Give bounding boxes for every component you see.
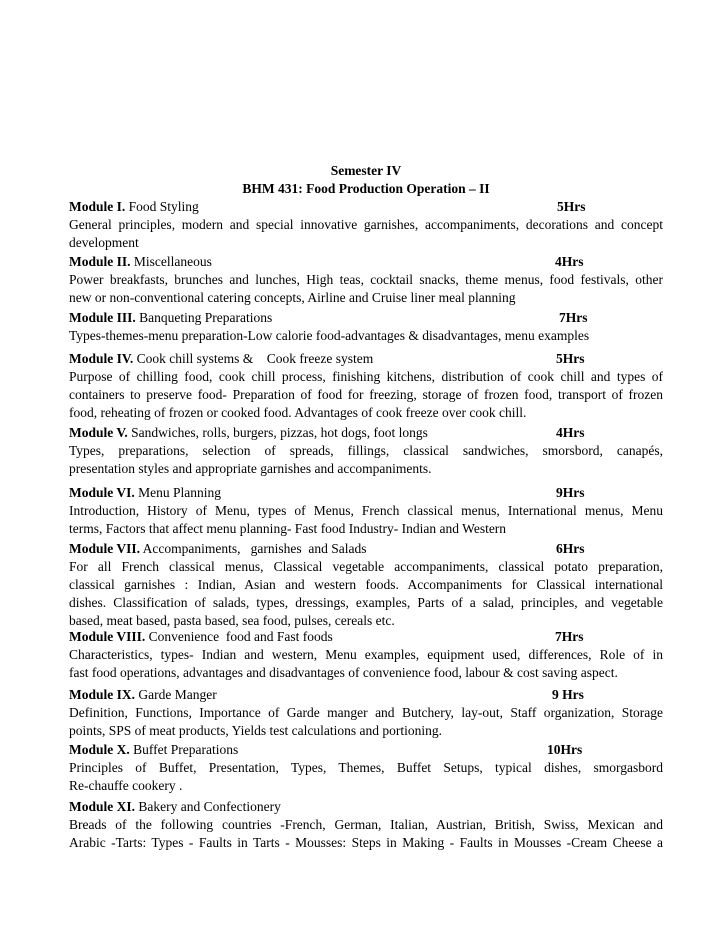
- module-heading: [69, 253, 663, 271]
- module-number: Module X.: [69, 742, 130, 757]
- module-title: Miscellaneous: [133, 254, 212, 269]
- description-line: Definition, Functions, Importance of Garde manger and Butchery, lay-out, Staff organization, Storage: [69, 705, 663, 720]
- module-section: [69, 484, 663, 538]
- module-heading: [69, 350, 663, 368]
- description-line: based, meat based, pasta based, sea food, pulses, cereals etc.: [69, 613, 395, 628]
- module-hours: 9Hrs: [556, 485, 585, 500]
- module-description: [69, 502, 663, 538]
- module-heading: [69, 798, 663, 816]
- module-number: Module V.: [69, 425, 128, 440]
- module-section: [69, 741, 663, 795]
- module-description: [69, 442, 663, 478]
- module-number: Module XI.: [69, 799, 136, 814]
- description-line: containers to preserve food- Preparation of food for freezing, storage of frozen food, transport of frozen: [69, 387, 663, 402]
- module-hours: 10Hrs: [547, 742, 583, 757]
- course-title: BHM 431: Food Production Operation – II: [242, 181, 490, 196]
- description-line: presentation styles and appropriate garnishes and accompaniments.: [69, 461, 432, 476]
- module-heading: [69, 309, 663, 327]
- module-hours: 4Hrs: [555, 254, 584, 269]
- description-line: Types-themes-menu preparation-Low calorie food-advantages & disadvantages, menu examples: [69, 328, 590, 343]
- module-section: [69, 628, 663, 682]
- module-description: [69, 216, 663, 252]
- module-heading: [69, 540, 663, 558]
- module-section: [69, 424, 663, 478]
- module-number: Module IX.: [69, 687, 136, 702]
- module-description: [69, 271, 663, 307]
- module-number: Module VII.: [69, 541, 141, 556]
- module-number: Module VIII.: [69, 629, 146, 644]
- module-section: [69, 309, 663, 345]
- description-line: General principles, modern and special innovative garnishes, accompaniments, decorations and concept: [69, 217, 663, 232]
- module-title: Cook chill systems & Cook freeze system: [136, 351, 374, 366]
- module-description: [69, 816, 663, 852]
- description-line: new or non-conventional catering concepts, Airline and Cruise liner meal planning: [69, 290, 516, 305]
- description-line: development: [69, 235, 139, 250]
- module-description: [69, 704, 663, 740]
- module-title: Sandwiches, rolls, burgers, pizzas, hot dogs, foot longs: [131, 425, 428, 440]
- module-title: Menu Planning: [138, 485, 222, 500]
- module-section: [69, 540, 663, 630]
- description-line: food, reheating of frozen or cooked food. Advantages of cook freeze over cook chill.: [69, 405, 527, 420]
- module-title: Bakery and Confectionery: [138, 799, 281, 814]
- module-heading: [69, 686, 663, 704]
- description-line: fast food operations, advantages and disadvantages of convenience food, labour & cost saving aspect.: [69, 665, 618, 680]
- module-description: [69, 646, 663, 682]
- module-hours: 6Hrs: [556, 541, 585, 556]
- module-hours: 4Hrs: [556, 425, 585, 440]
- module-hours: 7Hrs: [555, 629, 584, 644]
- module-title: Accompaniments, garnishes and Salads: [142, 541, 367, 556]
- module-number: Module VI.: [69, 485, 135, 500]
- module-number: Module I.: [69, 199, 126, 214]
- description-line: Principles of Buffet, Presentation, Types, Themes, Buffet Setups, typical dishes, smorgasbord: [69, 760, 663, 775]
- module-title: Convenience food and Fast foods: [148, 629, 333, 644]
- module-heading: [69, 741, 663, 759]
- module-section: [69, 253, 663, 307]
- description-line: points, SPS of meat products, Yields test calculations and portioning.: [69, 723, 442, 738]
- description-line: Types, preparations, selection of spreads, fillings, classical sandwiches, smorsbord, canapés,: [69, 443, 663, 458]
- module-description: [69, 368, 663, 422]
- description-line: Introduction, History of Menu, types of Menus, French classical menus, International menus, Menu: [69, 503, 663, 518]
- module-description: [69, 759, 663, 795]
- module-hours: 5Hrs: [556, 351, 585, 366]
- module-hours: 5Hrs: [557, 199, 586, 214]
- module-title: Food Styling: [128, 199, 199, 214]
- module-heading: [69, 198, 663, 216]
- module-section: [69, 198, 663, 252]
- module-heading: [69, 484, 663, 502]
- module-title: Banqueting Preparations: [139, 310, 273, 325]
- module-heading: [69, 424, 663, 442]
- description-line: Characteristics, types- Indian and western, Menu examples, equipment used, differences, Role of in: [69, 647, 663, 662]
- module-number: Module IV.: [69, 351, 134, 366]
- module-number: Module II.: [69, 254, 131, 269]
- module-hours: 7Hrs: [559, 310, 588, 325]
- semester-heading: Semester IV: [330, 163, 402, 178]
- description-line: classical garnishes : Indian, Asian and western foods. Accompaniments for Classical international: [69, 577, 663, 592]
- module-title: Garde Manger: [138, 687, 217, 702]
- module-description: [69, 558, 663, 630]
- module-description: [69, 327, 663, 345]
- module-hours: 9 Hrs: [552, 687, 584, 702]
- description-line: Re-chauffe cookery .: [69, 778, 183, 793]
- description-line: Power breakfasts, brunches and lunches, High teas, cocktail snacks, theme menus, food festivals, other: [69, 272, 663, 287]
- module-section: [69, 798, 663, 852]
- description-line: terms, Factors that affect menu planning- Fast food Industry- Indian and Western: [69, 521, 507, 536]
- module-title: Buffet Preparations: [133, 742, 239, 757]
- description-line: Breads of the following countries -French, German, Italian, Austrian, British, Swiss, Mexican and: [69, 817, 663, 832]
- description-line: For all French classical menus, Classical vegetable accompaniments, classical potato preparation,: [69, 559, 663, 574]
- description-line: Arabic -Tarts: Types - Faults in Tarts - Mousses: Steps in Making - Faults in Mousses -Cream Cheese a: [69, 835, 663, 850]
- module-section: [69, 350, 663, 422]
- description-line: dishes. Classification of salads, types, dressings, examples, Parts of a salad, principles, and vegetable: [69, 595, 663, 610]
- description-line: Purpose of chilling food, cook chill process, finishing kitchens, distribution of cook chill and types of: [69, 369, 663, 384]
- module-heading: [69, 628, 663, 646]
- module-section: [69, 686, 663, 740]
- module-number: Module III.: [69, 310, 136, 325]
